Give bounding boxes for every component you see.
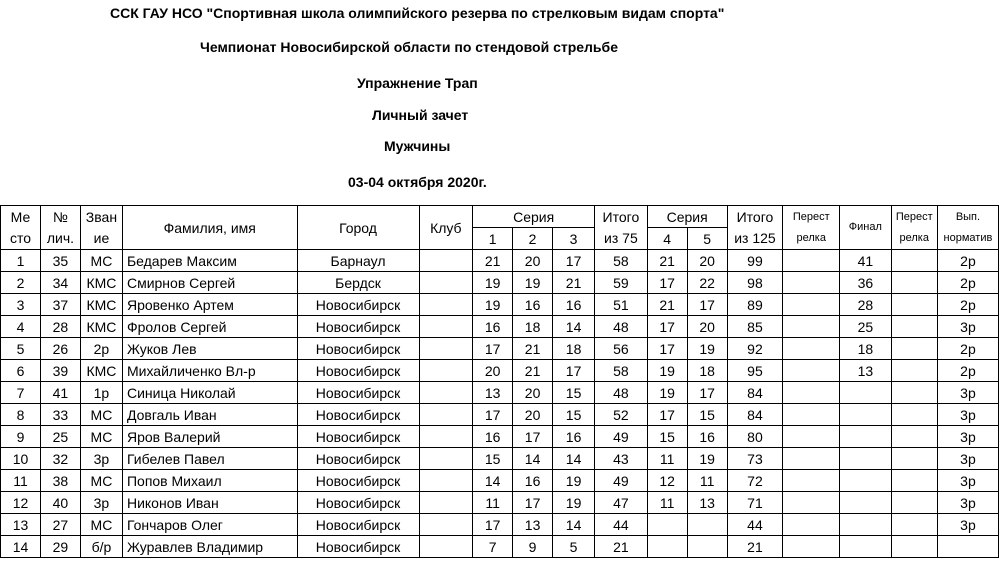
total75-cell: 43 xyxy=(595,448,648,470)
series3-cell: 16 xyxy=(553,426,595,448)
shootoff2-cell xyxy=(891,536,937,558)
col-series-a-header: Серия xyxy=(473,206,595,228)
series1-cell: 16 xyxy=(473,426,513,448)
name-cell: Гончаров Олег xyxy=(122,514,297,536)
final-cell: 13 xyxy=(840,360,892,382)
series5-cell: 22 xyxy=(687,272,727,294)
shootoff2-cell xyxy=(891,360,937,382)
series1-cell: 21 xyxy=(473,250,513,272)
city-cell: Новосибирск xyxy=(297,404,419,426)
name-cell: Смирнов Сергей xyxy=(122,272,297,294)
norm-cell: 3р xyxy=(937,382,998,404)
series2-cell: 21 xyxy=(513,360,553,382)
place-cell: 5 xyxy=(1,338,41,360)
norm-cell: 3р xyxy=(937,492,998,514)
series3-cell: 15 xyxy=(553,382,595,404)
club-cell xyxy=(419,360,473,382)
shootoff1-cell xyxy=(783,316,840,338)
col-s4-header: 4 xyxy=(647,228,687,250)
club-cell xyxy=(419,316,473,338)
place-cell: 11 xyxy=(1,470,41,492)
club-cell xyxy=(419,404,473,426)
name-cell: Попов Михаил xyxy=(122,470,297,492)
name-cell: Яров Валерий xyxy=(122,426,297,448)
club-cell xyxy=(419,382,473,404)
series1-cell: 14 xyxy=(473,470,513,492)
norm-cell: 3р xyxy=(937,470,998,492)
col-shootoff2-header: Перест релка xyxy=(891,206,937,250)
series3-cell: 19 xyxy=(553,492,595,514)
col-number-header: № лич. xyxy=(40,206,80,250)
series5-cell: 17 xyxy=(687,294,727,316)
final-cell: 36 xyxy=(840,272,892,294)
name-cell: Михайличенко Вл-р xyxy=(122,360,297,382)
total75-cell: 51 xyxy=(595,294,648,316)
total75-cell: 44 xyxy=(595,514,648,536)
name-cell: Гибелев Павел xyxy=(122,448,297,470)
series3-cell: 14 xyxy=(553,514,595,536)
rank-cell: КМС xyxy=(80,360,122,382)
club-cell xyxy=(419,492,473,514)
total125-cell: 85 xyxy=(727,316,783,338)
city-cell: Новосибирск xyxy=(297,294,419,316)
norm-cell: 2р xyxy=(937,338,998,360)
series2-cell: 20 xyxy=(513,250,553,272)
series3-cell: 14 xyxy=(553,316,595,338)
place-cell: 13 xyxy=(1,514,41,536)
results-table xyxy=(0,205,999,558)
name-cell: Журавлев Владимир xyxy=(122,536,297,558)
shootoff2-cell xyxy=(891,448,937,470)
series4-cell: 11 xyxy=(647,492,687,514)
club-cell xyxy=(419,250,473,272)
table-row xyxy=(1,404,999,426)
shootoff1-cell xyxy=(783,426,840,448)
shootoff1-cell xyxy=(783,492,840,514)
total125-cell: 71 xyxy=(727,492,783,514)
norm-cell: 3р xyxy=(937,448,998,470)
total125-cell: 89 xyxy=(727,294,783,316)
final-cell: 28 xyxy=(840,294,892,316)
total75-cell: 49 xyxy=(595,426,648,448)
series3-cell: 5 xyxy=(553,536,595,558)
name-cell: Жуков Лев xyxy=(122,338,297,360)
total125-cell: 84 xyxy=(727,404,783,426)
shootoff1-cell xyxy=(783,272,840,294)
place-cell: 4 xyxy=(1,316,41,338)
exercise-title: Упражнение Трап xyxy=(357,75,478,91)
col-name-header: Фамилия, имя xyxy=(122,206,297,250)
final-cell xyxy=(840,536,892,558)
table-row xyxy=(1,250,999,272)
city-cell: Новосибирск xyxy=(297,360,419,382)
shootoff1-cell xyxy=(783,294,840,316)
date-title: 03-04 октября 2020г. xyxy=(348,174,487,190)
total75-cell: 52 xyxy=(595,404,648,426)
total125-cell: 21 xyxy=(727,536,783,558)
city-cell: Новосибирск xyxy=(297,382,419,404)
club-cell xyxy=(419,338,473,360)
series5-cell: 17 xyxy=(687,382,727,404)
final-cell xyxy=(840,514,892,536)
col-shootoff1-header: Перест релка xyxy=(783,206,840,250)
total125-cell: 72 xyxy=(727,470,783,492)
shootoff2-cell xyxy=(891,272,937,294)
series1-cell: 19 xyxy=(473,294,513,316)
col-total75-header: Итого из 75 xyxy=(595,206,648,250)
name-cell: Яровенко Артем xyxy=(122,294,297,316)
series4-cell: 19 xyxy=(647,360,687,382)
series5-cell: 11 xyxy=(687,470,727,492)
series4-cell: 19 xyxy=(647,382,687,404)
series1-cell: 20 xyxy=(473,360,513,382)
final-cell: 25 xyxy=(840,316,892,338)
series2-cell: 16 xyxy=(513,294,553,316)
series1-cell: 16 xyxy=(473,316,513,338)
rank-cell: б/р xyxy=(80,536,122,558)
series3-cell: 18 xyxy=(553,338,595,360)
series4-cell: 17 xyxy=(647,404,687,426)
city-cell: Новосибирск xyxy=(297,448,419,470)
club-cell xyxy=(419,470,473,492)
shootoff2-cell xyxy=(891,404,937,426)
club-cell xyxy=(419,272,473,294)
table-row xyxy=(1,382,999,404)
total125-cell: 98 xyxy=(727,272,783,294)
number-cell: 29 xyxy=(40,536,80,558)
place-cell: 14 xyxy=(1,536,41,558)
series5-cell: 15 xyxy=(687,404,727,426)
series5-cell: 13 xyxy=(687,492,727,514)
final-cell xyxy=(840,426,892,448)
final-cell xyxy=(840,448,892,470)
name-cell: Синица Николай xyxy=(122,382,297,404)
col-s3-header: 3 xyxy=(553,228,595,250)
series5-cell: 19 xyxy=(687,448,727,470)
series4-cell xyxy=(647,514,687,536)
series2-cell: 20 xyxy=(513,382,553,404)
series5-cell xyxy=(687,536,727,558)
col-rank-header: Зван ие xyxy=(80,206,122,250)
name-cell: Фролов Сергей xyxy=(122,316,297,338)
series1-cell: 7 xyxy=(473,536,513,558)
col-club-header: Клуб xyxy=(419,206,473,250)
number-cell: 32 xyxy=(40,448,80,470)
table-row xyxy=(1,338,999,360)
norm-cell: 3р xyxy=(937,514,998,536)
series4-cell: 12 xyxy=(647,470,687,492)
series4-cell: 11 xyxy=(647,448,687,470)
final-cell xyxy=(840,492,892,514)
total75-cell: 59 xyxy=(595,272,648,294)
shootoff2-cell xyxy=(891,426,937,448)
rank-cell: 3р xyxy=(80,492,122,514)
series2-cell: 14 xyxy=(513,448,553,470)
shootoff1-cell xyxy=(783,382,840,404)
total75-cell: 47 xyxy=(595,492,648,514)
total125-cell: 73 xyxy=(727,448,783,470)
total125-cell: 80 xyxy=(727,426,783,448)
col-final-header: Финал xyxy=(840,206,892,250)
total75-cell: 56 xyxy=(595,338,648,360)
table-row xyxy=(1,272,999,294)
rank-cell: КМС xyxy=(80,294,122,316)
series3-cell: 21 xyxy=(553,272,595,294)
shootoff2-cell xyxy=(891,382,937,404)
number-cell: 28 xyxy=(40,316,80,338)
shootoff1-cell xyxy=(783,250,840,272)
event-title: Личный зачет xyxy=(372,107,469,123)
number-cell: 26 xyxy=(40,338,80,360)
series2-cell: 17 xyxy=(513,426,553,448)
series4-cell: 17 xyxy=(647,316,687,338)
name-cell: Бедарев Максим xyxy=(122,250,297,272)
rank-cell: 2р xyxy=(80,338,122,360)
total125-cell: 84 xyxy=(727,382,783,404)
series1-cell: 15 xyxy=(473,448,513,470)
name-cell: Никонов Иван xyxy=(122,492,297,514)
final-cell: 18 xyxy=(840,338,892,360)
championship-title: Чемпионат Новосибирской области по стендовой стрельбе xyxy=(200,39,618,55)
rank-cell: МС xyxy=(80,404,122,426)
series2-cell: 19 xyxy=(513,272,553,294)
table-row xyxy=(1,536,999,558)
shootoff1-cell xyxy=(783,404,840,426)
number-cell: 34 xyxy=(40,272,80,294)
total75-cell: 58 xyxy=(595,360,648,382)
series1-cell: 17 xyxy=(473,338,513,360)
final-cell xyxy=(840,404,892,426)
table-row xyxy=(1,470,999,492)
series5-cell: 20 xyxy=(687,316,727,338)
city-cell: Новосибирск xyxy=(297,338,419,360)
table-row xyxy=(1,294,999,316)
place-cell: 2 xyxy=(1,272,41,294)
series5-cell xyxy=(687,514,727,536)
series3-cell: 14 xyxy=(553,448,595,470)
norm-cell: 3р xyxy=(937,404,998,426)
header-row-1 xyxy=(1,206,999,228)
club-cell xyxy=(419,514,473,536)
total75-cell: 21 xyxy=(595,536,648,558)
series2-cell: 20 xyxy=(513,404,553,426)
rank-cell: КМС xyxy=(80,272,122,294)
total75-cell: 48 xyxy=(595,382,648,404)
number-cell: 35 xyxy=(40,250,80,272)
club-cell xyxy=(419,536,473,558)
shootoff2-cell xyxy=(891,492,937,514)
series3-cell: 15 xyxy=(553,404,595,426)
series2-cell: 18 xyxy=(513,316,553,338)
col-s1-header: 1 xyxy=(473,228,513,250)
col-s5-header: 5 xyxy=(687,228,727,250)
place-cell: 3 xyxy=(1,294,41,316)
number-cell: 37 xyxy=(40,294,80,316)
number-cell: 41 xyxy=(40,382,80,404)
place-cell: 10 xyxy=(1,448,41,470)
col-place-header: Ме сто xyxy=(1,206,41,250)
norm-cell: 2р xyxy=(937,272,998,294)
series2-cell: 17 xyxy=(513,492,553,514)
norm-cell: 2р xyxy=(937,360,998,382)
table-row xyxy=(1,448,999,470)
series3-cell: 16 xyxy=(553,294,595,316)
norm-cell: 2р xyxy=(937,250,998,272)
series2-cell: 13 xyxy=(513,514,553,536)
shootoff1-cell xyxy=(783,448,840,470)
series4-cell: 17 xyxy=(647,338,687,360)
city-cell: Новосибирск xyxy=(297,470,419,492)
number-cell: 38 xyxy=(40,470,80,492)
norm-cell: 2р xyxy=(937,294,998,316)
total125-cell: 99 xyxy=(727,250,783,272)
city-cell: Новосибирск xyxy=(297,492,419,514)
series3-cell: 17 xyxy=(553,250,595,272)
table-row xyxy=(1,514,999,536)
shootoff2-cell xyxy=(891,514,937,536)
club-cell xyxy=(419,448,473,470)
total125-cell: 92 xyxy=(727,338,783,360)
final-cell xyxy=(840,470,892,492)
series4-cell: 15 xyxy=(647,426,687,448)
col-total125-header: Итого из 125 xyxy=(727,206,783,250)
series5-cell: 19 xyxy=(687,338,727,360)
series4-cell xyxy=(647,536,687,558)
shootoff1-cell xyxy=(783,338,840,360)
city-cell: Новосибирск xyxy=(297,514,419,536)
rank-cell: МС xyxy=(80,514,122,536)
results-body xyxy=(1,250,999,558)
org-title: ССК ГАУ НСО "Спортивная школа олимпийского резерва по стрелковым видам спорта" xyxy=(110,5,725,21)
club-cell xyxy=(419,294,473,316)
series4-cell: 17 xyxy=(647,272,687,294)
series1-cell: 19 xyxy=(473,272,513,294)
rank-cell: 1р xyxy=(80,382,122,404)
shootoff2-cell xyxy=(891,294,937,316)
place-cell: 7 xyxy=(1,382,41,404)
series2-cell: 16 xyxy=(513,470,553,492)
shootoff2-cell xyxy=(891,338,937,360)
place-cell: 8 xyxy=(1,404,41,426)
series4-cell: 21 xyxy=(647,294,687,316)
series1-cell: 11 xyxy=(473,492,513,514)
shootoff2-cell xyxy=(891,316,937,338)
table-row xyxy=(1,360,999,382)
table-row xyxy=(1,316,999,338)
shootoff1-cell xyxy=(783,470,840,492)
city-cell: Бердск xyxy=(297,272,419,294)
number-cell: 27 xyxy=(40,514,80,536)
number-cell: 25 xyxy=(40,426,80,448)
city-cell: Новосибирск xyxy=(297,536,419,558)
name-cell: Довгаль Иван xyxy=(122,404,297,426)
series1-cell: 17 xyxy=(473,404,513,426)
number-cell: 39 xyxy=(40,360,80,382)
table-row xyxy=(1,426,999,448)
final-cell xyxy=(840,382,892,404)
total125-cell: 95 xyxy=(727,360,783,382)
club-cell xyxy=(419,426,473,448)
total75-cell: 58 xyxy=(595,250,648,272)
total75-cell: 48 xyxy=(595,316,648,338)
place-cell: 9 xyxy=(1,426,41,448)
col-series-b-header: Серия xyxy=(647,206,727,228)
rank-cell: МС xyxy=(80,250,122,272)
series1-cell: 17 xyxy=(473,514,513,536)
place-cell: 12 xyxy=(1,492,41,514)
col-city-header: Город xyxy=(297,206,419,250)
series1-cell: 13 xyxy=(473,382,513,404)
rank-cell: 3р xyxy=(80,448,122,470)
final-cell: 41 xyxy=(840,250,892,272)
number-cell: 33 xyxy=(40,404,80,426)
series2-cell: 9 xyxy=(513,536,553,558)
city-cell: Новосибирск xyxy=(297,316,419,338)
total75-cell: 49 xyxy=(595,470,648,492)
norm-cell: 3р xyxy=(937,316,998,338)
place-cell: 6 xyxy=(1,360,41,382)
series3-cell: 19 xyxy=(553,470,595,492)
shootoff1-cell xyxy=(783,536,840,558)
category-title: Мужчины xyxy=(384,138,451,154)
place-cell: 1 xyxy=(1,250,41,272)
series2-cell: 21 xyxy=(513,338,553,360)
shootoff2-cell xyxy=(891,250,937,272)
rank-cell: МС xyxy=(80,426,122,448)
series5-cell: 16 xyxy=(687,426,727,448)
series3-cell: 17 xyxy=(553,360,595,382)
shootoff1-cell xyxy=(783,514,840,536)
total125-cell: 44 xyxy=(727,514,783,536)
series4-cell: 21 xyxy=(647,250,687,272)
col-norm-header: Вып. норматив xyxy=(937,206,998,250)
series5-cell: 18 xyxy=(687,360,727,382)
number-cell: 40 xyxy=(40,492,80,514)
city-cell: Барнаул xyxy=(297,250,419,272)
city-cell: Новосибирск xyxy=(297,426,419,448)
series5-cell: 20 xyxy=(687,250,727,272)
shootoff1-cell xyxy=(783,360,840,382)
col-s2-header: 2 xyxy=(513,228,553,250)
rank-cell: КМС xyxy=(80,316,122,338)
rank-cell: МС xyxy=(80,470,122,492)
shootoff2-cell xyxy=(891,470,937,492)
norm-cell: 3р xyxy=(937,426,998,448)
norm-cell xyxy=(937,536,998,558)
table-row xyxy=(1,492,999,514)
